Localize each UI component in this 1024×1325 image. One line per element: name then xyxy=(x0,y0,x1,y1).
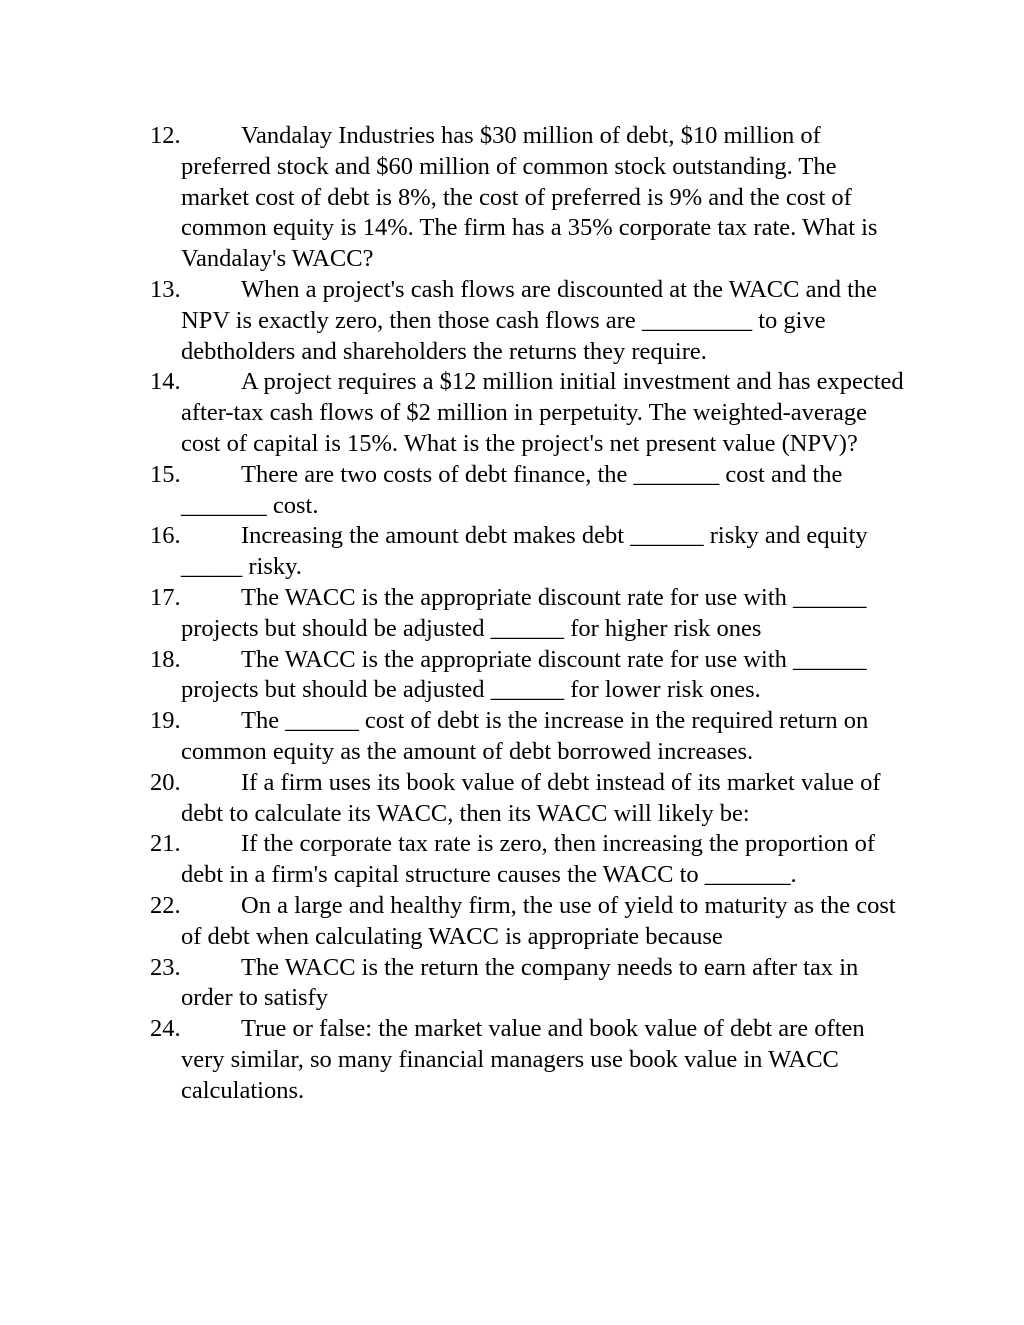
question-number: 12. xyxy=(150,122,181,149)
question-text: The ______ cost of debt is the increase in the required return on common equity as the amount of debt borrowed increases. xyxy=(181,707,869,765)
question-list xyxy=(150,121,910,1107)
question-item xyxy=(150,367,910,459)
question-item xyxy=(150,1014,910,1106)
question-item xyxy=(150,891,910,953)
question-text: When a project's cash flows are discounted at the WACC and the NPV is exactly zero, then those cash flows are _________ to give debtholders and shareholders the returns they require. xyxy=(181,275,878,365)
question-number: 23. xyxy=(150,953,181,981)
question-text: True or false: the market value and book value of debt are often very similar, so many financial managers use book value in WACC calculations. xyxy=(181,1015,865,1104)
question-text: The WACC is the appropriate discount rate for use with ______ projects but should be adjusted ______ for higher risk ones xyxy=(181,583,867,642)
question-number: 16. xyxy=(150,522,181,550)
question-item xyxy=(150,521,910,583)
question-item xyxy=(150,583,910,645)
question-text: A project requires a $12 million initial investment and has expected after-tax cash flows of $2 million in perpetuity. The weighted-average cost of capital is 15%. What is the project's net present value (NPV)? xyxy=(181,368,904,457)
question-number: 14. xyxy=(150,368,181,396)
question-item xyxy=(150,768,910,830)
question-text: The WACC is the appropriate discount rate for use with ______ projects but should be adjusted ______ for lower risk ones. xyxy=(181,645,867,704)
question-text: On a large and healthy firm, the use of yield to maturity as the cost of debt when calculating WACC is appropriate because xyxy=(181,891,896,950)
question-text: If the corporate tax rate is zero, then increasing the proportion of debt in a firm's capital structure causes the WACC to _______. xyxy=(181,830,876,889)
question-text: Vandalay Industries has $30 million of debt, $10 million of preferred stock and $60 million of common stock outstanding. The market cost of debt is 8%, the cost of preferred is 9% and the cost of common equity is 14%. The firm has a 35% corporate tax rate. What is Vandalay's WACC? xyxy=(181,122,878,273)
question-item xyxy=(150,460,910,522)
question-item xyxy=(150,953,910,1015)
question-number: 17. xyxy=(150,583,181,611)
question-number: 22. xyxy=(150,891,181,919)
question-number: 15. xyxy=(150,460,181,488)
question-number: 18. xyxy=(150,645,181,673)
question-item xyxy=(150,829,910,891)
question-text: There are two costs of debt finance, the _______ cost and the _______ cost. xyxy=(181,460,843,519)
question-text: Increasing the amount debt makes debt ______ risky and equity _____ risky. xyxy=(181,522,868,581)
question-text: The WACC is the return the company needs to earn after tax in order to satisfy xyxy=(181,953,859,1012)
question-item xyxy=(150,645,910,707)
question-number: 19. xyxy=(150,707,181,735)
question-number: 13. xyxy=(150,275,181,303)
question-item xyxy=(150,275,910,367)
question-item xyxy=(150,121,910,275)
question-number: 24. xyxy=(150,1015,181,1043)
question-number: 21. xyxy=(150,830,181,858)
question-item xyxy=(150,706,910,768)
question-number: 20. xyxy=(150,768,181,796)
question-text: If a firm uses its book value of debt instead of its market value of debt to calculate its WACC, then its WACC will likely be: xyxy=(181,768,881,827)
